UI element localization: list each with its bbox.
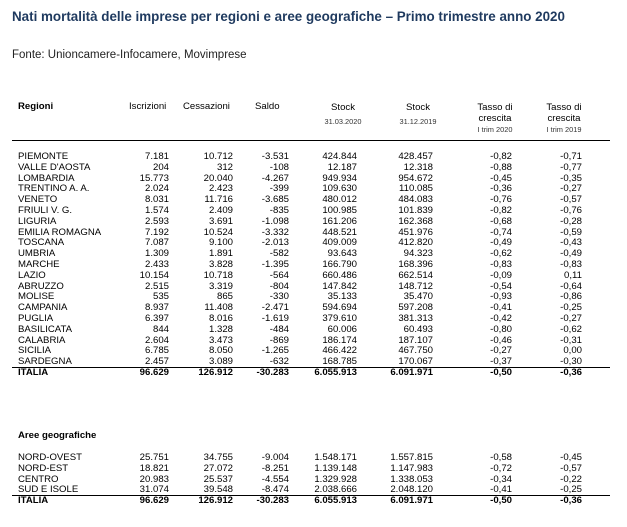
cell-stock-2019: 60.493 bbox=[403, 324, 433, 335]
row-label: SARDEGNA bbox=[18, 356, 72, 367]
cell-tasso-2019: -0,57 bbox=[560, 463, 582, 474]
cell-tasso-2020: -0,45 bbox=[490, 173, 512, 184]
cell-tasso-2019: -0,71 bbox=[560, 151, 582, 162]
cell-tasso-2019: -0,28 bbox=[560, 216, 582, 227]
cell-iscrizioni: 2.433 bbox=[144, 259, 169, 270]
cell-iscrizioni: 96.629 bbox=[139, 367, 169, 378]
cell-tasso-2019: -0,27 bbox=[560, 183, 582, 194]
row-label: CAMPANIA bbox=[18, 302, 68, 313]
cell-cessazioni: 3.828 bbox=[208, 259, 233, 270]
cell-iscrizioni: 7.192 bbox=[144, 227, 169, 238]
total-rule bbox=[12, 367, 610, 368]
cell-tasso-2020: -0,09 bbox=[490, 270, 512, 281]
cell-tasso-2019: -0,22 bbox=[560, 474, 582, 485]
cell-stock-2020: 1.329.928 bbox=[314, 474, 357, 485]
cell-cessazioni: 126.912 bbox=[198, 495, 233, 506]
cell-tasso-2020: -0,82 bbox=[490, 205, 512, 216]
header-tasso-2019-line2: crescita bbox=[547, 113, 581, 124]
cell-stock-2019: 428.457 bbox=[398, 151, 433, 162]
cell-stock-2020: 480.012 bbox=[322, 194, 357, 205]
cell-saldo: -804 bbox=[269, 281, 289, 292]
cell-cessazioni: 27.072 bbox=[203, 463, 233, 474]
cell-tasso-2019: -0,27 bbox=[560, 313, 582, 324]
cell-stock-2019: 2.048.120 bbox=[390, 484, 433, 495]
cell-iscrizioni: 1.309 bbox=[144, 248, 169, 259]
cell-saldo: -8.251 bbox=[261, 463, 289, 474]
cell-saldo: -484 bbox=[269, 324, 289, 335]
cell-saldo: -1.619 bbox=[261, 313, 289, 324]
cell-cessazioni: 2.409 bbox=[208, 205, 233, 216]
row-label: FRIULI V. G. bbox=[18, 205, 73, 216]
cell-stock-2019: 6.091.971 bbox=[390, 495, 433, 506]
cell-saldo: -4.267 bbox=[261, 173, 289, 184]
cell-iscrizioni: 2.593 bbox=[144, 216, 169, 227]
row-label: LOMBARDIA bbox=[18, 173, 75, 184]
cell-stock-2019: 412.820 bbox=[398, 237, 433, 248]
row-label: VENETO bbox=[18, 194, 58, 205]
cell-cessazioni: 126.912 bbox=[198, 367, 233, 378]
cell-saldo: -2.471 bbox=[261, 302, 289, 313]
cell-saldo: -8.474 bbox=[261, 484, 289, 495]
cell-stock-2020: 448.521 bbox=[322, 227, 357, 238]
header-rule bbox=[12, 140, 610, 141]
cell-tasso-2019: -0,25 bbox=[560, 302, 582, 313]
cell-saldo: -632 bbox=[269, 356, 289, 367]
cell-tasso-2019: -0,31 bbox=[560, 335, 582, 346]
cell-stock-2019: 168.396 bbox=[398, 259, 433, 270]
header-stock-2020-date: 31.03.2020 bbox=[324, 117, 362, 126]
cell-cessazioni: 11.408 bbox=[204, 302, 233, 313]
cell-stock-2020: 166.790 bbox=[322, 259, 357, 270]
row-label: TRENTINO A. A. bbox=[18, 183, 90, 194]
row-label: PUGLIA bbox=[18, 313, 54, 324]
cell-stock-2020: 35.133 bbox=[327, 291, 357, 302]
cell-cessazioni: 865 bbox=[216, 291, 233, 302]
cell-stock-2019: 381.313 bbox=[398, 313, 433, 324]
cell-tasso-2020: -0,50 bbox=[490, 495, 512, 506]
cell-tasso-2020: -0,41 bbox=[490, 484, 512, 495]
cell-stock-2019: 12.318 bbox=[403, 162, 433, 173]
cell-stock-2020: 6.055.913 bbox=[314, 495, 357, 506]
cell-tasso-2019: -0,25 bbox=[560, 484, 582, 495]
row-label: CALABRIA bbox=[18, 335, 66, 346]
cell-saldo: -3.332 bbox=[261, 227, 289, 238]
cell-tasso-2019: -0,30 bbox=[560, 356, 582, 367]
header-stock-2019 bbox=[388, 102, 448, 127]
cell-tasso-2020: -0,41 bbox=[490, 302, 512, 313]
cell-tasso-2020: -0,93 bbox=[490, 291, 512, 302]
cell-cessazioni: 1.891 bbox=[208, 248, 233, 259]
row-label: BASILICATA bbox=[18, 324, 73, 335]
cell-stock-2019: 1.338.053 bbox=[390, 474, 433, 485]
cell-tasso-2019: -0,83 bbox=[560, 259, 582, 270]
cell-cessazioni: 8.016 bbox=[208, 313, 233, 324]
row-label: SICILIA bbox=[18, 345, 52, 356]
cell-stock-2020: 12.187 bbox=[327, 162, 357, 173]
cell-iscrizioni: 844 bbox=[152, 324, 169, 335]
cell-saldo: -835 bbox=[269, 205, 289, 216]
cell-iscrizioni: 10.154 bbox=[139, 270, 169, 281]
cell-stock-2020: 379.610 bbox=[322, 313, 357, 324]
cell-saldo: -2.013 bbox=[261, 237, 289, 248]
cell-iscrizioni: 25.751 bbox=[139, 452, 169, 463]
cell-tasso-2019: -0,49 bbox=[560, 248, 582, 259]
row-label: ABRUZZO bbox=[18, 281, 64, 292]
cell-stock-2019: 101.839 bbox=[398, 205, 433, 216]
cell-iscrizioni: 18.821 bbox=[139, 463, 169, 474]
cell-tasso-2020: -0,46 bbox=[490, 335, 512, 346]
cell-cessazioni: 20.040 bbox=[203, 173, 233, 184]
cell-stock-2019: 1.557.815 bbox=[390, 452, 433, 463]
cell-iscrizioni: 2.457 bbox=[144, 356, 169, 367]
cell-stock-2020: 186.174 bbox=[322, 335, 357, 346]
row-label: PIEMONTE bbox=[18, 151, 69, 162]
cell-iscrizioni: 6.397 bbox=[144, 313, 169, 324]
cell-stock-2019: 35.470 bbox=[403, 291, 433, 302]
cell-iscrizioni: 96.629 bbox=[139, 495, 169, 506]
cell-stock-2020: 161.206 bbox=[322, 216, 357, 227]
cell-saldo: -869 bbox=[269, 335, 289, 346]
cell-iscrizioni: 7.087 bbox=[144, 237, 169, 248]
cell-iscrizioni: 8.937 bbox=[144, 302, 169, 313]
cell-stock-2019: 110.085 bbox=[399, 183, 433, 194]
cell-tasso-2020: -0,34 bbox=[490, 474, 512, 485]
cell-tasso-2019: -0,36 bbox=[560, 367, 582, 378]
cell-tasso-2020: -0,80 bbox=[490, 324, 512, 335]
cell-stock-2020: 147.842 bbox=[322, 281, 357, 292]
row-label: LAZIO bbox=[18, 270, 46, 281]
cell-cessazioni: 3.691 bbox=[208, 216, 233, 227]
header-tasso-2019 bbox=[533, 102, 595, 135]
cell-tasso-2020: -0,62 bbox=[490, 248, 512, 259]
cell-stock-2019: 187.107 bbox=[398, 335, 433, 346]
row-label: LIGURIA bbox=[18, 216, 57, 227]
cell-tasso-2020: -0,49 bbox=[490, 237, 512, 248]
cell-tasso-2019: -0,35 bbox=[560, 173, 582, 184]
cell-stock-2020: 6.055.913 bbox=[314, 367, 357, 378]
cell-stock-2020: 409.009 bbox=[322, 237, 357, 248]
header-saldo: Saldo bbox=[255, 101, 280, 112]
cell-iscrizioni: 1.574 bbox=[144, 205, 169, 216]
row-label: NORD-EST bbox=[18, 463, 69, 474]
cell-tasso-2019: -0,77 bbox=[560, 162, 582, 173]
cell-stock-2020: 594.694 bbox=[322, 302, 357, 313]
cell-iscrizioni: 20.983 bbox=[139, 474, 169, 485]
cell-tasso-2020: -0,58 bbox=[490, 452, 512, 463]
cell-saldo: -3.531 bbox=[261, 151, 289, 162]
header-tasso-2020 bbox=[464, 102, 526, 135]
cell-cessazioni: 8.050 bbox=[208, 345, 233, 356]
cell-stock-2020: 168.785 bbox=[322, 356, 357, 367]
cell-cessazioni: 312 bbox=[216, 162, 233, 173]
header-tasso-2019-line1: Tasso di bbox=[546, 102, 582, 113]
cell-iscrizioni: 15.773 bbox=[139, 173, 169, 184]
cell-tasso-2019: 0,11 bbox=[564, 270, 582, 281]
cell-saldo: -30.283 bbox=[256, 495, 289, 506]
cell-stock-2020: 424.844 bbox=[322, 151, 357, 162]
cell-stock-2019: 484.083 bbox=[398, 194, 433, 205]
cell-tasso-2020: -0,82 bbox=[490, 151, 512, 162]
cell-tasso-2020: -0,54 bbox=[490, 281, 512, 292]
cell-iscrizioni: 2.604 bbox=[144, 335, 169, 346]
row-label: UMBRIA bbox=[18, 248, 56, 259]
cell-cessazioni: 9.100 bbox=[208, 237, 233, 248]
header-tasso-2020-sub: I trim 2020 bbox=[477, 125, 513, 134]
cell-saldo: -4.554 bbox=[261, 474, 289, 485]
cell-saldo: -3.685 bbox=[261, 194, 289, 205]
cell-cessazioni: 34.755 bbox=[203, 452, 233, 463]
total-rule bbox=[12, 495, 610, 496]
cell-cessazioni: 10.718 bbox=[203, 270, 233, 281]
cell-tasso-2020: -0,76 bbox=[490, 194, 512, 205]
cell-tasso-2019: -0,57 bbox=[560, 194, 582, 205]
cell-stock-2019: 662.514 bbox=[398, 270, 433, 281]
cell-stock-2019: 467.750 bbox=[398, 345, 433, 356]
cell-tasso-2020: -0,88 bbox=[490, 162, 512, 173]
cell-cessazioni: 2.423 bbox=[208, 183, 233, 194]
row-label: TOSCANA bbox=[18, 237, 65, 248]
cell-tasso-2019: -0,59 bbox=[560, 227, 582, 238]
cell-stock-2020: 60.006 bbox=[327, 324, 357, 335]
cell-stock-2020: 949.934 bbox=[322, 173, 357, 184]
header-stock-2020-label: Stock bbox=[331, 102, 355, 113]
cell-tasso-2020: -0,50 bbox=[490, 367, 512, 378]
cell-saldo: -1.395 bbox=[261, 259, 289, 270]
cell-cessazioni: 39.548 bbox=[203, 484, 233, 495]
header-iscrizioni: Iscrizioni bbox=[129, 101, 167, 112]
cell-saldo: -30.283 bbox=[256, 367, 289, 378]
cell-iscrizioni: 2.024 bbox=[144, 183, 169, 194]
header-tasso-2020-line2: crescita bbox=[478, 113, 512, 124]
cell-tasso-2019: 0,00 bbox=[563, 345, 582, 356]
row-label: VALLE D'AOSTA bbox=[18, 162, 91, 173]
cell-stock-2019: 94.323 bbox=[403, 248, 433, 259]
cell-iscrizioni: 2.515 bbox=[144, 281, 169, 292]
cell-stock-2020: 2.038.666 bbox=[314, 484, 357, 495]
cell-tasso-2019: -0,86 bbox=[560, 291, 582, 302]
cell-saldo: -1.098 bbox=[261, 216, 289, 227]
page-title: Nati mortalità delle imprese per regioni e aree geografiche – Primo trimestre anno 2020 bbox=[12, 9, 565, 24]
cell-stock-2019: 1.147.983 bbox=[390, 463, 433, 474]
cell-stock-2020: 660.486 bbox=[322, 270, 357, 281]
cell-stock-2019: 148.712 bbox=[398, 281, 433, 292]
cell-saldo: -108 bbox=[269, 162, 289, 173]
cell-stock-2020: 1.548.171 bbox=[314, 452, 357, 463]
cell-tasso-2019: -0,76 bbox=[560, 205, 582, 216]
cell-iscrizioni: 6.785 bbox=[144, 345, 169, 356]
cell-iscrizioni: 535 bbox=[152, 291, 169, 302]
cell-tasso-2020: -0,83 bbox=[490, 259, 512, 270]
cell-stock-2019: 170.067 bbox=[398, 356, 433, 367]
cell-tasso-2020: -0,68 bbox=[490, 216, 512, 227]
cell-cessazioni: 3.089 bbox=[208, 356, 233, 367]
cell-saldo: -1.265 bbox=[261, 345, 289, 356]
cell-saldo: -582 bbox=[269, 248, 289, 259]
header-regioni: Regioni bbox=[18, 101, 54, 112]
cell-tasso-2019: -0,45 bbox=[560, 452, 582, 463]
cell-cessazioni: 1.328 bbox=[208, 324, 233, 335]
cell-saldo: -9.004 bbox=[261, 452, 289, 463]
cell-saldo: -399 bbox=[269, 183, 289, 194]
cell-tasso-2019: -0,43 bbox=[560, 237, 582, 248]
cell-tasso-2020: -0,27 bbox=[490, 345, 512, 356]
cell-iscrizioni: 8.031 bbox=[144, 194, 169, 205]
cell-tasso-2020: -0,37 bbox=[490, 356, 512, 367]
row-label: MOLISE bbox=[18, 291, 55, 302]
row-label: ITALIA bbox=[18, 495, 49, 506]
header-stock-2019-date: 31.12.2019 bbox=[399, 117, 437, 126]
cell-stock-2020: 1.139.148 bbox=[314, 463, 357, 474]
source-note: Fonte: Unioncamere-Infocamere, Movimprese bbox=[12, 49, 247, 61]
row-label: EMILIA ROMAGNA bbox=[18, 227, 102, 238]
header-tasso-2019-sub: I trim 2019 bbox=[546, 125, 582, 134]
cell-tasso-2020: -0,72 bbox=[490, 463, 512, 474]
cell-stock-2020: 466.422 bbox=[322, 345, 357, 356]
cell-saldo: -564 bbox=[269, 270, 289, 281]
cell-stock-2019: 6.091.971 bbox=[390, 367, 433, 378]
cell-cessazioni: 10.524 bbox=[203, 227, 233, 238]
row-label: SUD E ISOLE bbox=[18, 484, 79, 495]
row-label: CENTRO bbox=[18, 474, 59, 485]
cell-tasso-2020: -0,42 bbox=[490, 313, 512, 324]
cell-cessazioni: 25.537 bbox=[203, 474, 233, 485]
header-stock-2020 bbox=[313, 102, 373, 127]
row-label: ITALIA bbox=[18, 367, 49, 378]
section-aree-label: Aree geografiche bbox=[18, 430, 97, 441]
cell-tasso-2019: -0,64 bbox=[560, 281, 582, 292]
cell-iscrizioni: 204 bbox=[152, 162, 169, 173]
cell-saldo: -330 bbox=[269, 291, 289, 302]
cell-cessazioni: 3.473 bbox=[208, 335, 233, 346]
cell-stock-2019: 954.672 bbox=[398, 173, 433, 184]
row-label: NORD-OVEST bbox=[18, 452, 82, 463]
cell-stock-2019: 597.208 bbox=[398, 302, 433, 313]
cell-iscrizioni: 31.074 bbox=[139, 484, 169, 495]
cell-stock-2020: 100.985 bbox=[322, 205, 357, 216]
cell-stock-2020: 93.643 bbox=[327, 248, 357, 259]
cell-tasso-2019: -0,36 bbox=[560, 495, 582, 506]
cell-cessazioni: 3.319 bbox=[208, 281, 233, 292]
cell-stock-2019: 162.368 bbox=[398, 216, 433, 227]
cell-iscrizioni: 7.181 bbox=[144, 151, 169, 162]
header-tasso-2020-line1: Tasso di bbox=[477, 102, 513, 113]
cell-stock-2019: 451.976 bbox=[398, 227, 433, 238]
cell-stock-2020: 109.630 bbox=[322, 183, 357, 194]
cell-cessazioni: 11.716 bbox=[204, 194, 233, 205]
cell-tasso-2020: -0,74 bbox=[490, 227, 512, 238]
header-stock-2019-label: Stock bbox=[406, 102, 430, 113]
cell-tasso-2019: -0,62 bbox=[560, 324, 582, 335]
row-label: MARCHE bbox=[18, 259, 60, 270]
header-cessazioni: Cessazioni bbox=[183, 101, 230, 112]
cell-tasso-2020: -0,36 bbox=[490, 183, 512, 194]
cell-cessazioni: 10.712 bbox=[203, 151, 233, 162]
